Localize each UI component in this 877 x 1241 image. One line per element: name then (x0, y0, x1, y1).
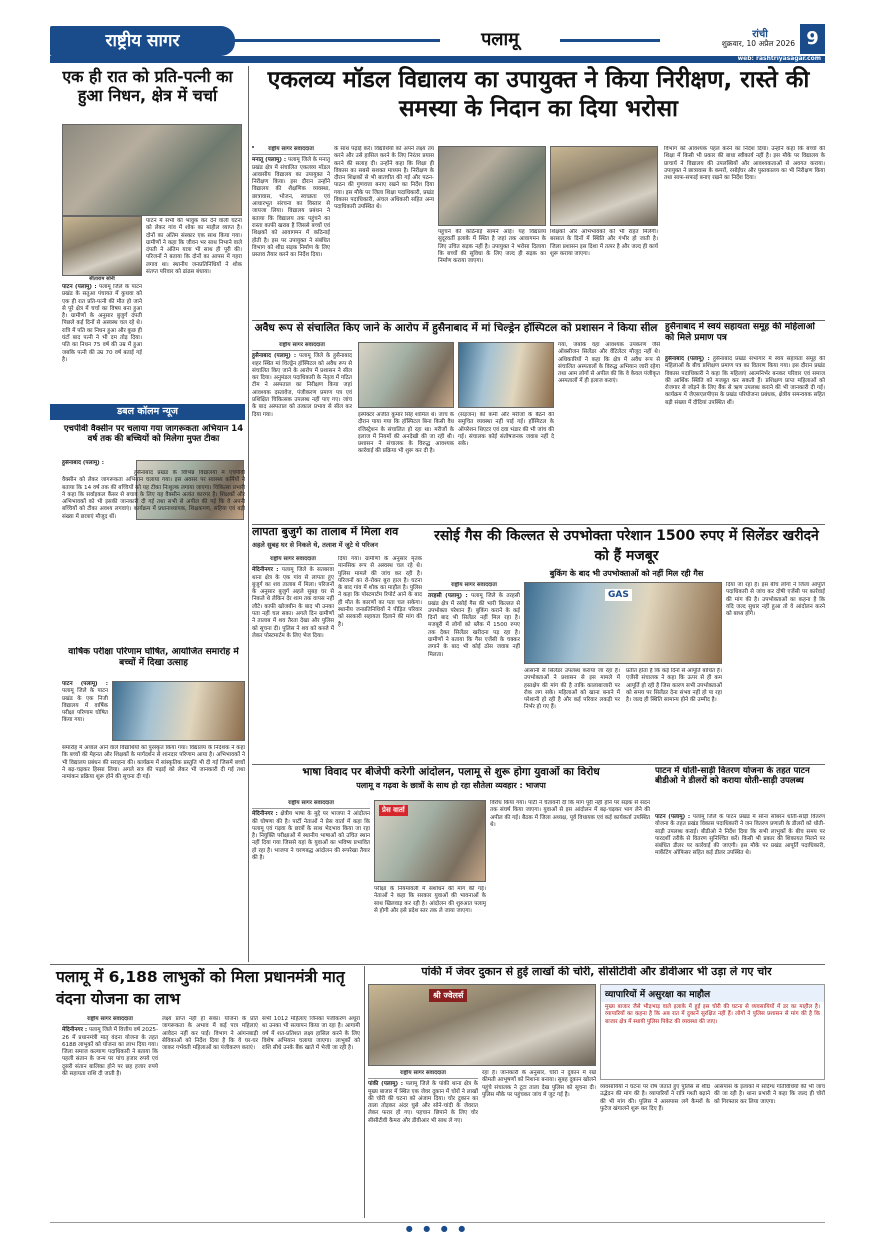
lead-col3: पहुंचने की कठिनाई सामने आई। यह विद्यालय सुदूरवर्ती इलाके में स्थित है जहां तक आवागमन के लिए उचित सड़क नहीं है। उपायुक्त ने भरोसा दिलाया कि बच्चों की सुविधा के लिए जल्द ही सड़क का निर्माण कराया जाएगा। (438, 229, 546, 265)
photo-results (112, 681, 245, 741)
story-clinic (252, 322, 660, 522)
gas-col3: प्रतीत होता है कि कई दिनों से आपूर्ति बाधित है। एजेंसी संचालक ने कहा कि ऊपर से ही कम आपूर्ति हो रही है जिस कारण सभी उपभोक्ताओं को समय पर सिलेंडर देना संभव नहीं हो पा रहा है। जल्द ही स्थिति सामान्य होने की उम्मीद है। (626, 668, 722, 704)
photo-clinic-b (458, 342, 554, 408)
rule-lead (252, 320, 825, 321)
page-number: 9 (800, 24, 825, 54)
gas-sign: GAS (605, 589, 632, 601)
byline-gas: राष्ट्रीय सागर संवाददाता (428, 582, 520, 591)
text-results-1: पलामू जिले के पाटन प्रखंड के एक निजी विद्यालय में वार्षिक परीक्षा परिणाम घोषित किया गया। (62, 688, 108, 724)
photo-lead-a (438, 146, 546, 226)
body-results-2: समारोह में अव्वल आने वाले विद्यार्थियों को पुरस्कृत किया गया। विद्यालय के निदेशक ने कहा कि बच्चों की मेहनत और शिक्षकों के मार्गदर्शन से शानदार परिणाम आया है। अभिभावकों ने भी विद्यालय प्रबंधन की सराहना की। कार्यक्रम में सांस्कृतिक प्रस्तुति भी दी गई जिसमें बच्चों ने बढ़-चढ़कर हिस्सा लिया। अगले सत्र की पढ़ाई को लेकर भी जानकारी दी गई तथा नामांकन प्रक्रिया शुरू होने की सूचना दी गई। (62, 745, 245, 781)
body-vaccine-text: हुसैनाबाद प्रखंड के विभिन्न विद्यालयों में एचपीवी वैक्सीन को लेकर जागरूकता अभियान चलाया गया। इस अवसर पर स्वास्थ्य कर्मियों ने बताया कि 14 वर्ष तक की बच्चियों को यह टीका निःशुल्क लगाया जाएगा। चिकित्सा प्रभारी ने कहा कि सर्वाइकल कैंसर से बचाव के लिए यह वैक्सीन अत्यंत कारगर है। शिक्षकों और अभिभावकों को भी इसकी जानकारी दी गई तथा सभी से अपील की गई कि वे अपनी बच्चियों को टीका अवश्य लगवाएं। कार्यक्रम में प्रधानाध्यापक, शिक्षकगण, सहिया एवं बड़ी संख्या में छात्राएं मौजूद थीं। (62, 470, 245, 520)
footer-bar (50, 1222, 825, 1234)
text-lead-1: पलामू जिले के मनातू प्रखंड क्षेत्र में संचालित एकलव्य मॉडल आवासीय विद्यालय का उपायुक्त ने निरीक्षण किया। इस दौरान उन्होंने विद्यालय की शैक्षणिक व्यवस्था, छात्रावास, भोजन, स्वच्छता एवं आधारभूत संरचना का विस्तार से जायजा लिया। विद्यालय प्रबंधन ने बताया कि विद्यालय तक पहुंचने का रास्ता काफी खराब है जिससे बच्चों एवं शिक्षकों को आवागमन में कठिनाई होती है। इस पर उपायुक्त ने संबंधित विभाग को शीघ्र सड़क निर्माण के लिए प्रस्ताव तैयार करने का निर्देश दिया। (252, 157, 330, 259)
photo-couple-crowd (62, 124, 242, 216)
dateline-language: मेदिनीनगर : (252, 811, 278, 818)
rule-bottom (50, 964, 825, 965)
language-col1 (252, 800, 370, 960)
story-dhoti (655, 766, 825, 962)
story-lead (252, 66, 825, 320)
byline-lead: राष्ट्रीय सागर संवाददाता (252, 146, 330, 155)
text-missing-1: पलामू जिले के सतबरवा थाना क्षेत्र के एक गांव से लापता हुए बुजुर्ग का शव तालाब में मिला। परिजनों के अनुसार बुजुर्ग अहले सुबह घर से निकले थे लेकिन देर शाम तक वापस नहीं लौटे। काफी खोजबीन के बाद भी उनका पता नहीं चल सका। अगले दिन ग्रामीणों ने तालाब में शव तैरता देखा और पुलिस को सूचना दी। पुलिस ने शव को कब्जे में लेकर पोस्टमार्टम के लिए भेज दिया। (252, 567, 334, 639)
headline-matru: पलामू में 6,188 लाभुकों को मिला प्रधानमंत्री मातृ वंदना योजना का लाभ (56, 968, 345, 1008)
text-sahayta: हुसैनाबाद प्रखंड सभागार में स्वयं सहायता समूह की महिलाओं के बीच प्रशिक्षण प्रमाण पत्र का वितरण किया गया। इस दौरान प्रखंड विकास पदाधिकारी ने कहा कि महिलाएं आत्मनिर्भर बनकर परिवार एवं समाज की आर्थिक स्थिति को मजबूत कर सकती हैं। प्रशिक्षण प्राप्त महिलाओं को रोजगार से जोड़ने के लिए बैंक से ऋण उपलब्ध कराने की भी जानकारी दी गई। कार्यक्रम में जेएसएलपीएस के प्रखंड परियोजना प्रबंधक, क्षेत्रीय समन्वयक सहित बड़ी संख्या में दीदियां उपस्थित थीं। (665, 356, 825, 406)
dateline-results: पाटन (पलामू) : (62, 681, 108, 687)
story-results (62, 647, 245, 985)
matru-col1 (62, 1016, 158, 1216)
lead-col2: के साथ पढ़ाई करें। विद्यार्थियों को अपने लक्ष्य तय करने और उसे हासिल करने के लिए निरंतर प्रयास करने की सलाह दी। उन्होंने कहा कि शिक्षा ही विकास का सबसे सशक्त माध्यम है। निरीक्षण के दौरान शिक्षकों से भी बातचीत की गई और पठन-पाठन की गुणवत्ता बनाए रखने का निर्देश दिया गया। इस मौके पर जिला शिक्षा पदाधिकारी, प्रखंड विकास पदाधिकारी, अंचल अधिकारी सहित अन्य पदाधिकारी उपस्थित थे। (334, 146, 434, 211)
website-link[interactable]: web: rashtriyasagar.com (737, 56, 821, 62)
text-theft-1: पलामू जिले के पांकी थाना क्षेत्र के मुख्य बाजार में स्थित एक जेवर दुकान में चोरों ने लाखों की चोरी की घटना को अंजाम दिया। चोर दुकान का ताला तोड़कर अंदर घुसे और सोने-चांदी के जेवरात लेकर फरार हो गए। पहचान छिपाने के लिए चोर सीसीटीवी कैमरा और डीवीआर भी साथ ले गए। (368, 1081, 478, 1124)
clinic-col2: इंस्पेक्टर अजीत कुमार सिंह शामिल थे। जांच के दौरान पाया गया कि हॉस्पिटल बिना किसी वैध रजिस्ट्रेशन के संचालित हो रहा था। मरीजों के इलाज में नियमों की अनदेखी की जा रही थी। प्रशासन ने संचालक के विरुद्ध आवश्यक कार्रवाई की प्रक्रिया भी शुरू कर दी है। (358, 412, 454, 455)
section-name: पलामू (481, 29, 519, 50)
city-name: रांची (752, 29, 768, 40)
photo-couple-portrait (62, 216, 142, 276)
body-couple-1 (62, 284, 142, 424)
language-col2: परीक्षा के नियमावली में संशोधन की मांग की गई। नेताओं ने कहा कि सरकार युवाओं की भावनाओं के साथ खिलवाड़ कर रही है। आंदोलन की शुरुआत पलामू से होगी और इसे प्रदेश स्तर तक ले जाया जाएगा। (374, 886, 486, 914)
headline-language: भाषा विवाद पर बीजेपी करेगी आंदोलन, पलामू से शुरू होगा युवाओं का विरोध (302, 766, 600, 778)
rule-gas (252, 764, 825, 765)
rule-vert-left (248, 66, 249, 962)
dateline-couple: पाटन (पलामू) : (62, 284, 97, 290)
byline-clinic: राष्ट्रीय सागर संवाददाता (252, 342, 352, 351)
theft-col3: व्यवसायियों ने घटना पर रोष जताते हुए पुलिस से शीघ्र उद्भेदन की मांग की है। व्यापारियों ने रात्रि गश्ती बढ़ाने की भी मांग की। पुलिस ने आसपास लगे कैमरों के फुटेज खंगालने शुरू कर दिए हैं। (600, 1084, 710, 1112)
photo-gas (524, 582, 722, 664)
story-matru (50, 966, 362, 1218)
dateline-vaccine: हुसैनाबाद (पलामू) : (62, 460, 104, 466)
headline-sahayta: हुसैनाबाद में स्वयं सहायता समूह की महिलाओं को मिले प्रमाण पत्र (665, 322, 815, 343)
photo-theft (368, 984, 596, 1066)
headline-couple: एक ही रात को प्रति-पत्नी का हुआ निधन, क्षेत्र में चर्चा (62, 67, 233, 105)
story-missing (252, 526, 422, 762)
dateline-dhoti: पाटन (पलामू) : (655, 814, 691, 820)
traders-box (600, 984, 825, 1080)
text-matru-1: पलामू जिले में वित्तीय वर्ष 2025-26 में प्रधानमंत्री मातृ वंदना योजना के तहत 6188 लाभुकों को योजना का लाभ दिया गया। जिला समाज कल्याण पदाधिकारी ने बताया कि पहली संतान के जन्म पर पांच हजार रुपये एवं दूसरी संतान बालिका होने पर छह हजार रुपये की सहायता राशि दी जाती है। (62, 1027, 158, 1078)
photo-clinic-a (358, 342, 454, 408)
photo-lead-b (550, 146, 658, 226)
clinic-col1 (252, 342, 352, 512)
traders-body: मुख्य बाजार जैसे भीड़भाड़ वाले इलाके में हुई इस चोरी की घटना से व्यवसायियों में डर का माहौल है। व्यापारियों का कहना है कि अब रात में दुकानें सुरक्षित नहीं हैं। लोगों ने पुलिस प्रशासन से मांग की है कि बाजार क्षेत्र में स्थायी पुलिस पिकेट की व्यवस्था की जाए। (605, 1004, 820, 1025)
body-results-intro (62, 681, 108, 729)
dateline-theft: पांकी (पलामू) : (368, 1081, 404, 1088)
story-sahayta (665, 322, 825, 522)
text-gas-1: पलामू जिले के तरहसी प्रखंड क्षेत्र में रसोई गैस की भारी किल्लत से उपभोक्ता परेशान हैं। बुकिंग कराने के कई दिनों बाद भी सिलेंडर नहीं मिल रहा है। मजबूरी में लोगों को ब्लैक में 1500 रुपए तक देकर सिलेंडर खरीदना पड़ रहा है। ग्रामीणों ने बताया कि गैस एजेंसी के चक्कर लगाने के बाद भी कोई ठोस जवाब नहीं मिलता। (428, 593, 520, 658)
lead-col1 (252, 146, 330, 316)
gas-col1 (428, 582, 520, 762)
missing-col2: दिया गया। ग्रामीणों के अनुसार मृतक मानसिक रूप से अस्वस्थ चल रहे थे। पुलिस मामले की जांच कर रही है। परिजनों का रो-रोकर बुरा हाल है। घटना के बाद गांव में शोक का माहौल है। पुलिस ने कहा कि पोस्टमार्टम रिपोर्ट आने के बाद ही मौत के कारणों का पता चल सकेगा। स्थानीय जनप्रतिनिधियों ने पीड़ित परिवार को सरकारी सहायता दिलाने की मांग की है। (338, 556, 422, 628)
theft-col4: आसपास के इलाकों में संदिग्ध गतिविधियों की भी जांच की जा रही है। थाना प्रभारी ने कहा कि जल्द ही चोरों को गिरफ्तार कर लिया जाएगा। (714, 1084, 825, 1105)
dateline-gas: तरहसी (पलामू) : (428, 593, 468, 600)
caption-couple: सीताराम सोनी (89, 276, 115, 282)
issue-date: शुक्रवार, 10 अप्रैल 2026 (721, 39, 795, 48)
headline-results: वार्षिक परीक्षा परिणाम घोषित, आयोजित समारोह में बच्चों में दिखा उत्साह (68, 647, 239, 668)
clinic-col4: गया, जबकि वहां आवश्यक उपकरण जैसे ऑक्सीजन सिलेंडर और वेंटिलेटर मौजूद नहीं थे। अधिकारियों ने कहा कि क्षेत्र में अवैध रूप से संचालित अस्पतालों के विरुद्ध अभियान जारी रहेगा तथा आम लोगों से अपील की कि वे केवल पंजीकृत अस्पतालों में ही इलाज कराएं। (558, 342, 660, 385)
headline-clinic: अवैध रूप से संचालित किए जाने के आरोप में हुसैनाबाद में मां चिल्ड्रेन हॉस्पिटल को प्रशासन ने किया सील (254, 322, 658, 334)
missing-col1 (252, 556, 334, 760)
rule-vert-bottom (364, 966, 365, 1218)
photo-language (374, 800, 486, 882)
masthead-brand (50, 26, 235, 56)
sub-language: पलामू व गढ़वा के छात्रों के साथ हो रहा सौतेला व्यवहार : भाजपा (356, 781, 546, 791)
banner-language: प्रेस वार्ता (379, 805, 408, 816)
rule-clinic (252, 524, 825, 525)
text-couple-1: पलामू जिले के पाटन प्रखंड के सतुआ पंचायत में कुधवा को एक ही रात प्रति-पत्नी की मौत हो जाने से पूरे क्षेत्र में चर्चा का विषय बना हुआ है। ग्रामीणों के अनुसार बुजुर्ग दंपती पिछले कई दिनों से अस्वस्थ चल रहे थे। रात्रि में पति का निधन हुआ और कुछ ही घंटों बाद पत्नी ने भी दम तोड़ दिया। पति का निधन 75 वर्ष की उम्र में हुआ जबकि पत्नी की उम्र 70 वर्ष बताई गई है। (62, 284, 142, 363)
body-couple-2: पाटन में सभी की भावुक कर देने वाली घटना को लेकर गांव में शोक का माहौल व्याप्त है। दोनों का अंतिम संस्कार एक साथ किया गया। ग्रामीणों ने कहा कि जीवन भर साथ निभाने वाले दंपती ने अंतिम यात्रा भी साथ ही पूरी की। परिजनों ने बताया कि दोनों का आपस में गहरा लगाव था। स्थानीय जनप्रतिनिधियों ने शोक संतप्त परिवार को ढांढस बंधाया। (146, 218, 242, 276)
matru-col3: सभी 1012 महिलाएं जिनका पंजीकरण अधूरा था उनका भी सत्यापन किया जा रहा है। आगामी वर्ष में शत-प्रतिशत लक्ष्य हासिल करने के लिए विशेष अभियान चलाया जाएगा। लाभुकों को राशि सीधे उनके बैंक खाते में भेजी जा रही है। (262, 1016, 360, 1052)
double-column-label: डबल कॉलम न्यूज (117, 406, 178, 417)
sub-gas: बुकिंग के बाद भी उपभोक्ताओं को नहीं मिल रही गैस (549, 569, 704, 578)
byline-matru: राष्ट्रीय सागर संवाददाता (62, 1016, 158, 1025)
byline-theft: राष्ट्रीय सागर संवाददाता (368, 1070, 478, 1079)
lead-col4: शिक्षकों और अभिभावकों को भी राहत मिलेगी। बरसात के दिनों में स्थिति और गंभीर हो जाती है। जिला प्रशासन इस दिशा में तत्पर है और जल्द ही कार्य शुरू कराया जाएगा। (550, 229, 658, 257)
masthead-rule (235, 39, 440, 42)
text-clinic-1: पलामू जिले के हुसैनाबाद शहर स्थित मां चिल्ड्रेन हॉस्पिटल को अवैध रूप से संचालित किए जाने के आरोप में प्रशासन ने सील कर दिया। अनुमंडल पदाधिकारी के नेतृत्व में गठित टीम ने अस्पताल का निरीक्षण किया जहां आवश्यक दस्तावेज, पंजीकरण प्रमाण पत्र एवं प्रशिक्षित चिकित्सक उपलब्ध नहीं पाए गए। जांच के बाद अस्पताल को तत्काल प्रभाव से सील कर दिया गया। (252, 353, 352, 418)
masthead-rule-right (560, 39, 660, 42)
headline-missing: लापता बुजुर्ग का तालाब में मिला शव (252, 526, 399, 538)
story-couple (50, 66, 245, 426)
sub-missing: अहले सुबह घर से निकले थे, तलाश में जुटे थे परिजन (252, 540, 379, 549)
text-dhoti: पलामू जिले के पाटन प्रखंड में सोना सोबरन धोती-साड़ी वितरण योजना के तहत प्रखंड विकास पदाधिकारी ने जन वितरण प्रणाली के डीलरों को धोती-साड़ी उपलब्ध कराई। बीडीओ ने निर्देश दिया कि सभी लाभुकों के बीच समय पर पारदर्शी तरीके से वितरण सुनिश्चित करें। किसी भी प्रकार की शिकायत मिलने पर संबंधित डीलर पर कार्रवाई की जाएगी। इस मौके पर प्रखंड आपूर्ति पदाधिकारी, मार्केटिंग ऑफिसर सहित कई डीलर उपस्थित थे। (655, 814, 825, 857)
theft-col2: रहा है। जानकारी के अनुसार, चोरों ने दुकान में रखे कीमती आभूषणों को निशाना बनाया। सुबह दुकान खोलने पहुंचे संचालक ने टूटा ताला देख पुलिस को सूचना दी। पुलिस मौके पर पहुंचकर जांच में जुट गई है। (482, 1070, 596, 1098)
theft-col1 (368, 1070, 478, 1216)
clinic-col3: (सड़जन) की कमी और मरीजों के बैठने की समुचित व्यवस्था नहीं पाई गई। हॉस्पिटल के ऑपरेशन थिएटर एवं दवा भंडार की भी जांच की गई। संचालक कोई संतोषजनक जवाब नहीं दे सके। (458, 412, 554, 448)
gas-col2: आसानी से सिलेंडर उपलब्ध कराया जा रहा है। उपभोक्ताओं ने प्रशासन से इस मामले में हस्तक्षेप की मांग की है ताकि कालाबाजारी पर रोक लग सके। महिलाओं को खाना बनाने में परेशानी हो रही है और कई परिवार लकड़ी पर निर्भर हो गए हैं। (524, 668, 620, 711)
story-vaccine (62, 424, 245, 646)
sign-theft: श्री ज्वेलर्स (429, 989, 467, 1002)
gas-col4: दिया जा रहा है। इस बीच लोगों ने जिला आपूर्ति पदाधिकारी से जांच कर दोषी एजेंसी पर कार्रवाई की मांग की है। उपभोक्ताओं का कहना है कि यदि जल्द सुधार नहीं हुआ तो वे आंदोलन करने को बाध्य होंगे। (726, 582, 825, 618)
text-language-1: क्षेत्रीय भाषा के मुद्दे पर भाजपा ने आंदोलन की घोषणा की है। पार्टी नेताओं ने प्रेस वार्ता में कहा कि पलामू एवं गढ़वा के छात्रों के साथ भेदभाव किया जा रहा है। नियुक्ति परीक्षाओं में स्थानीय भाषाओं को उचित स्थान नहीं दिया गया जिससे यहां के युवाओं का भविष्य प्रभावित हो रहा है। भाजपा ने चरणबद्ध आंदोलन की रूपरेखा तैयार की है। (252, 811, 370, 862)
byline-language: राष्ट्रीय सागर संवाददाता (252, 800, 370, 809)
brand-name: राष्ट्रीय सागर (105, 31, 180, 51)
dateline-sahayta: हुसैनाबाद (पलामू) : (665, 356, 710, 362)
masthead (50, 24, 825, 64)
lead-col5: विभाग को आवश्यक पहल करने का निर्देश दिया। उन्होंने कहा कि बच्चों की शिक्षा में किसी भी प्रकार की बाधा स्वीकार्य नहीं है। इस मौके पर विद्यालय के प्राचार्य ने विद्यालय की उपलब्धियों और आवश्यकताओं से अवगत कराया। उपायुक्त ने छात्रावास के कमरों, रसोईघर और पुस्तकालय का भी निरीक्षण किया तथा साफ-सफाई बनाए रखने का निर्देश दिया। (664, 146, 825, 182)
dateline-clinic: हुसैनाबाद (पलामू) : (252, 353, 297, 360)
story-language (252, 766, 650, 962)
double-column-band (50, 404, 245, 420)
dateline-lead: मनातू (पलामू) : (252, 157, 287, 164)
footer-dots: ● ● ● ● (405, 1224, 470, 1233)
dateline-matru: मेदिनीनगर : (62, 1027, 88, 1034)
website-bar (50, 56, 825, 63)
story-gas (428, 526, 825, 762)
headline-lead: एकलव्य मॉडल विद्यालय का उपायुक्त ने किया निरीक्षण, रास्ते की समस्या के निदान का दिया भरोसा (267, 67, 810, 122)
byline-missing: राष्ट्रीय सागर संवाददाता (252, 556, 334, 565)
headline-vaccine: एचपीवी वैक्सीन पर चलाया गया जागरूकता अभियान 14 वर्ष तक की बच्चियों को मिलेगा मुफ्त टीका (63, 424, 244, 445)
story-theft (368, 966, 825, 1218)
dateline-missing: मेदिनीनगर : (252, 567, 279, 574)
matru-col2: लक्ष्य प्राप्त नहीं हो सका। योजना के प्रति जागरूकता के अभाव में कई पात्र महिलाएं आवेदन नहीं कर पाईं। विभाग ने आंगनबाड़ी सेविकाओं को निर्देश दिया है कि वे घर-घर जाकर गर्भवती महिलाओं का पंजीकरण कराएं। (162, 1016, 258, 1052)
headline-gas: रसोई गैस की किल्लत से उपभोक्ता परेशान 1500 रुपए में सिलेंडर खरीदने को हैं मजबूर (434, 528, 819, 564)
traders-label: व्यापारियों में असुरक्षा का माहौल (601, 985, 824, 1002)
headline-theft: पांकी में जेवर दुकान से हुई लाखों की चोरी, सीसीटीवी और डीवीआर भी उड़ा ले गए चोर (421, 966, 772, 978)
body-sahayta (665, 356, 825, 520)
photo-lead-1 (252, 146, 254, 148)
headline-dhoti: पाटन में धोती-साड़ी वितरण योजना के तहत पाटन बीडीओ ने डीलरों को कराया धोती-साड़ी उपलब्ध (655, 766, 810, 787)
body-dhoti (655, 814, 825, 960)
language-col3: विरोध किया गया। पार्टी ने चेतावनी दी कि मांग पूरी नहीं होने पर सड़क से सदन तक संघर्ष किया जाएगा। युवाओं से इस आंदोलन में बढ़-चढ़कर भाग लेने की अपील की गई। बैठक में जिला अध्यक्ष, पूर्व विधायक एवं कई कार्यकर्ता उपस्थित थे। (490, 800, 650, 828)
